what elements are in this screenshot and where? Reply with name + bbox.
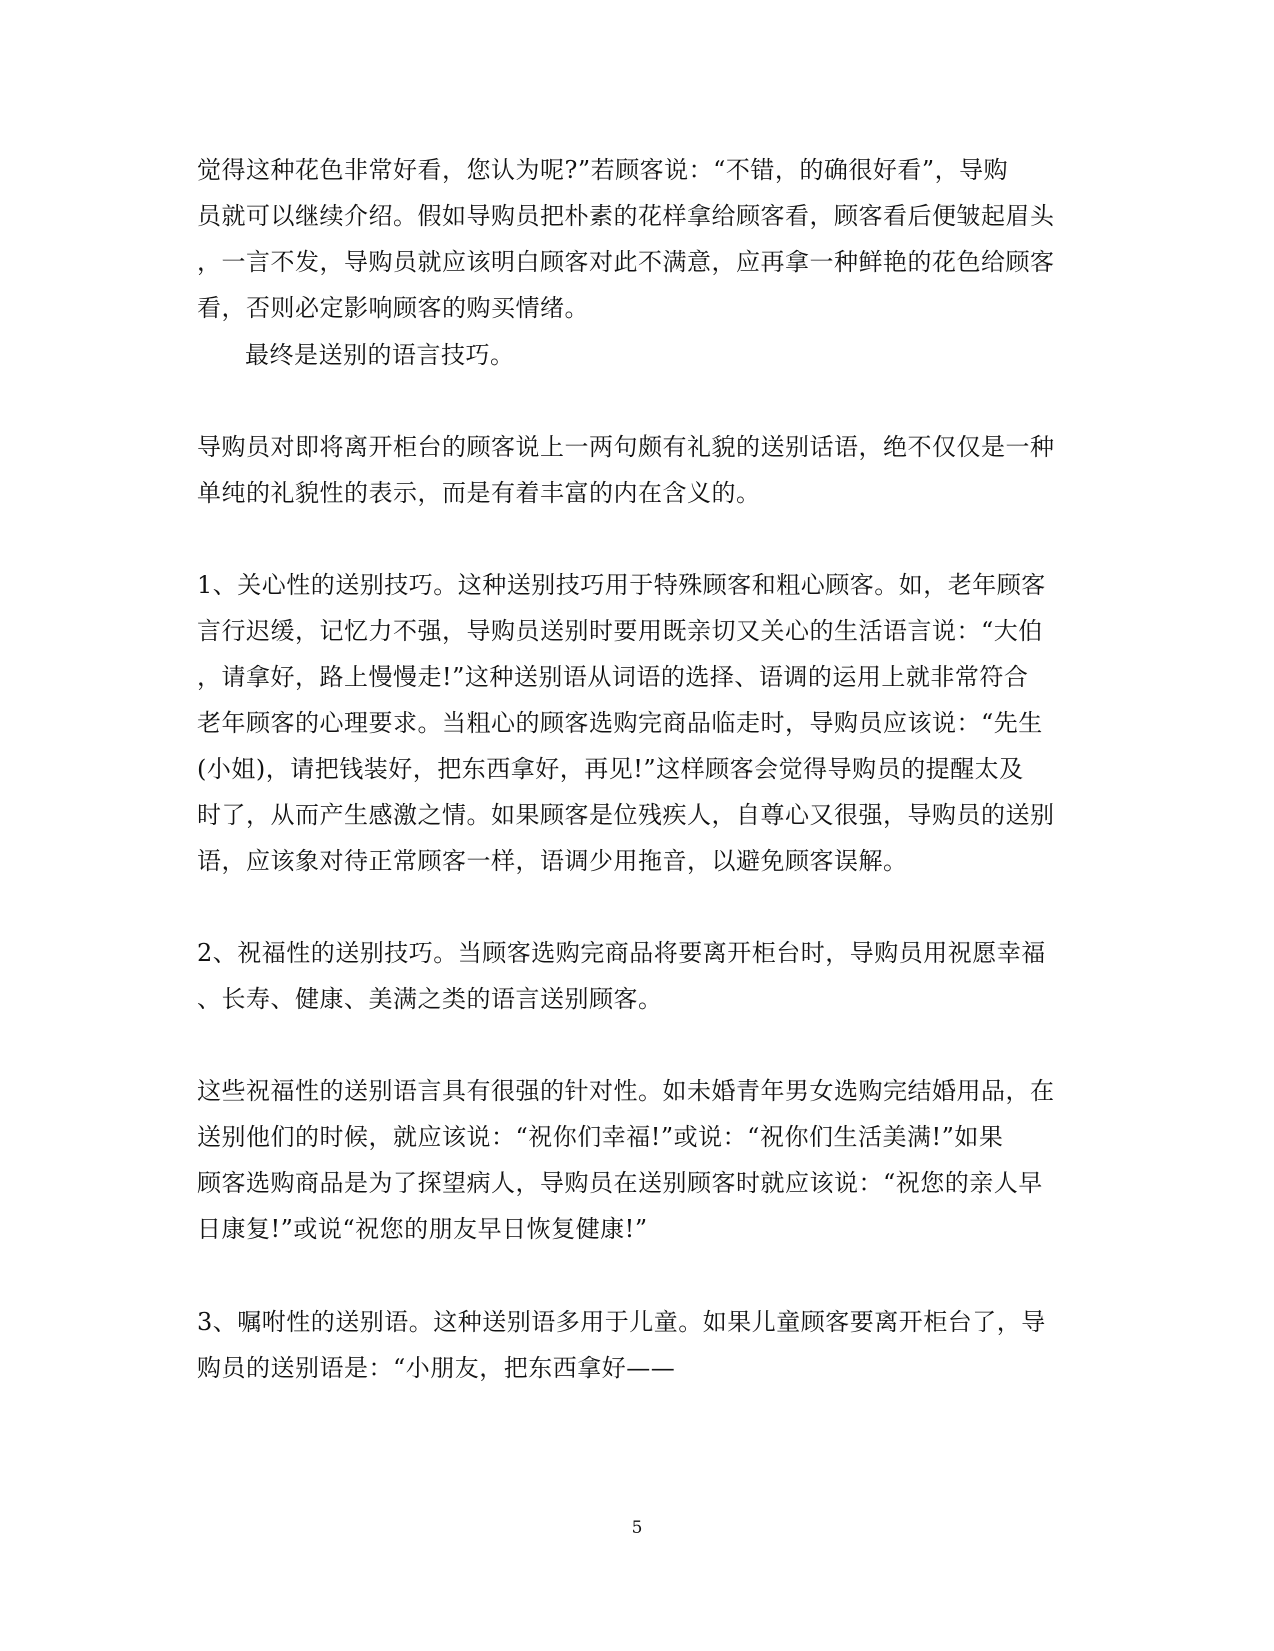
body-text-line: ，请拿好，路上慢慢走!”这种送别语从词语的选择、语调的运用上就非常符合: [197, 663, 1029, 691]
body-text-line: 日康复!”或说“祝您的朋友早日恢复健康!”: [197, 1215, 648, 1243]
body-text-line: 语，应该象对待正常顾客一样，语调少用拖音，以避免顾客误解。: [197, 847, 908, 875]
body-text-line: 送别他们的时候，就应该说：“祝你们幸福!”或说：“祝你们生活美满!”如果: [197, 1123, 1004, 1151]
body-text-line: 2、祝福性的送别技巧。当顾客选购完商品将要离开柜台时，导购员用祝愿幸福: [197, 939, 1046, 967]
body-text-line: 购员的送别语是：“小朋友，把东西拿好——: [197, 1354, 676, 1382]
body-text-line: 这些祝福性的送别语言具有很强的针对性。如未婚青年男女选购完结婚用品，在: [197, 1077, 1055, 1105]
body-text-line: 时了，从而产生感激之情。如果顾客是位残疾人，自尊心又很强，导购员的送别: [197, 801, 1055, 829]
body-text-line: 言行迟缓，记忆力不强，导购员送别时要用既亲切又关心的生活语言说：“大伯: [197, 617, 1043, 645]
body-text-line: 1、关心性的送别技巧。这种送别技巧用于特殊顾客和粗心顾客。如，老年顾客: [197, 571, 1046, 599]
page-number: 5: [631, 1518, 643, 1538]
body-text-line: 顾客选购商品是为了探望病人，导购员在送别顾客时就应该说：“祝您的亲人早: [197, 1169, 1043, 1197]
body-text-line: 、长寿、健康、美满之类的语言送别顾客。: [197, 985, 663, 1013]
body-text-line: (小姐)，请把钱装好，把东西拿好，再见!”这样顾客会觉得导购员的提醒太及: [197, 755, 1024, 783]
section-heading-line: 最终是送别的语言技巧。: [245, 341, 515, 369]
body-text-line: 单纯的礼貌性的表示，而是有着丰富的内在含义的。: [197, 479, 761, 507]
body-text-line: 导购员对即将离开柜台的顾客说上一两句颇有礼貌的送别话语，绝不仅仅是一种: [197, 433, 1055, 461]
body-text-line: 3、嘱咐性的送别语。这种送别语多用于儿童。如果儿童顾客要离开柜台了，导: [197, 1308, 1046, 1336]
body-text-line: ，一言不发，导购员就应该明白顾客对此不满意，应再拿一种鲜艳的花色给顾客: [197, 248, 1055, 276]
body-text-line: 老年顾客的心理要求。当粗心的顾客选购完商品临走时，导购员应该说：“先生: [197, 709, 1043, 737]
body-text-line: 员就可以继续介绍。假如导购员把朴素的花样拿给顾客看，顾客看后便皱起眉头: [197, 202, 1055, 230]
body-text-line: 觉得这种花色非常好看，您认为呢?”若顾客说：“不错，的确很好看”，导购: [197, 156, 1009, 184]
body-text-line: 看，否则必定影响顾客的购买情绪。: [197, 294, 589, 322]
